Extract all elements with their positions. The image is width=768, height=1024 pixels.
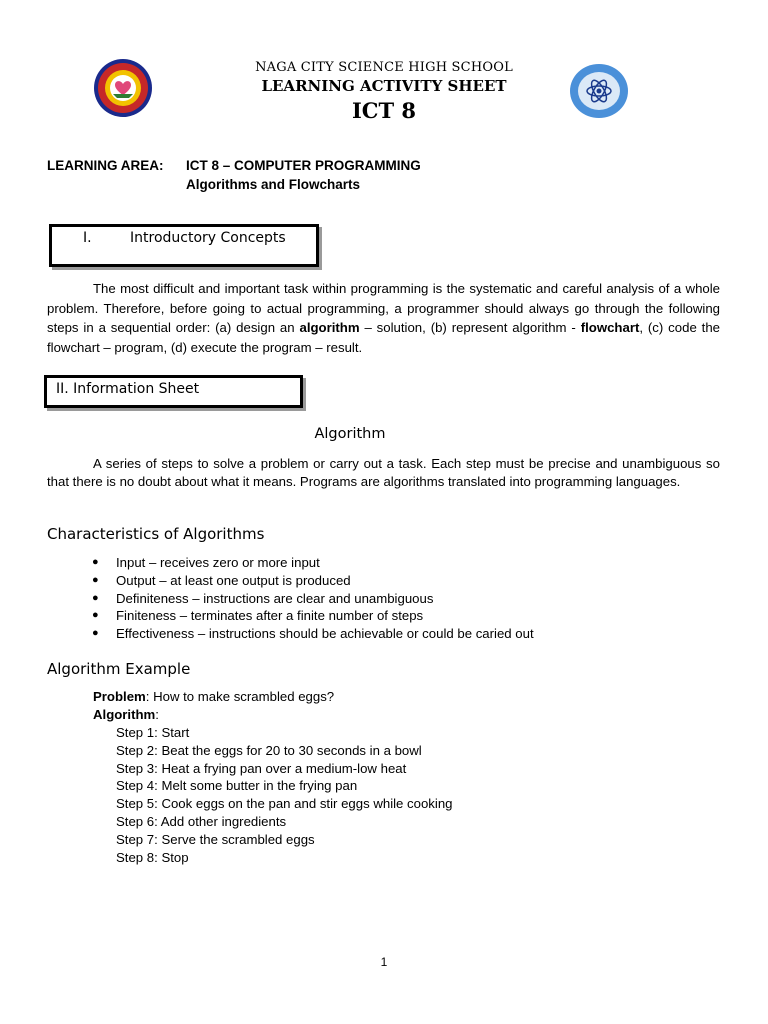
intro-paragraph [47, 279, 720, 357]
learning-area-course: ICT 8 – COMPUTER PROGRAMMING [186, 158, 421, 173]
intro-text-part1: The most difficult and important task within programming is the systematic and careful analysis of a whole problem. Therefore, before going to actual programming, a programmer should always go through the following steps in a sequential order: (a) design an [47, 281, 720, 335]
keyword-algorithm: algorithm [299, 320, 360, 335]
bullet-icon: ● [92, 627, 99, 640]
learning-area-label: LEARNING AREA: [47, 158, 164, 173]
problem-label: Problem [93, 689, 146, 704]
section-1-title: Introductory Concepts [130, 230, 286, 246]
algorithm-example-heading: Algorithm Example [47, 660, 191, 678]
bullet-icon: ● [92, 609, 99, 622]
list-item: Step 8: Stop [116, 849, 189, 865]
problem-text: : How to make scrambled eggs? [145, 689, 335, 704]
list-item: Step 5: Cook eggs on the pan and stir eggs while cooking [116, 796, 453, 812]
list-item: ● Effectiveness – instructions should be achievable or could be caried out [92, 626, 534, 642]
list-item: Step 4: Melt some butter in the frying pan [116, 778, 358, 794]
page-number: 1 [380, 955, 388, 969]
subject-title: ICT 8 [351, 98, 417, 123]
list-item: Step 6: Add other ingredients [116, 813, 287, 829]
learning-area-topic: Algorithms and Flowcharts [186, 177, 361, 192]
bullet-icon: ● [92, 591, 99, 604]
list-item: ● Definiteness – instructions are clear and unambiguous [92, 590, 434, 606]
characteristics-heading: Characteristics of Algorithms [47, 525, 265, 543]
bullet-icon: ● [92, 556, 99, 568]
list-item: Step 1: Start [116, 725, 190, 740]
list-item: Step 7: Serve the scrambled eggs [116, 831, 315, 847]
list-item: Step 3: Heat a frying pan over a medium-low heat [116, 760, 407, 776]
section-1-number: I. [83, 230, 92, 246]
algorithm-definition-paragraph [47, 455, 720, 490]
intro-text-part3: , (c) code the flowchart – program, (d) execute the program – result. [47, 320, 721, 355]
sheet-title: LEARNING ACTIVITY SHEET [261, 77, 507, 95]
list-item: ● Finiteness – terminates after a finite number of steps [92, 608, 424, 624]
algorithm-definition-text: A series of steps to solve a problem or carry out a task. Each step must be precise and unambiguous so that there is no doubt about what it means. Programs are algorithms translated into programming languages. [47, 456, 720, 489]
list-item: Step 2: Beat the eggs for 20 to 30 seconds in a bowl [116, 742, 422, 758]
bullet-icon: ● [92, 573, 99, 586]
problem-line [93, 689, 334, 704]
characteristics-list [92, 554, 534, 643]
list-item: ● Output – at least one output is produced [92, 572, 351, 588]
algorithm-steps-list [116, 724, 453, 866]
school-name: NAGA CITY SCIENCE HIGH SCHOOL [255, 60, 513, 75]
algorithm-line: Algorithm: [93, 707, 159, 722]
list-item: ● Input – receives zero or more input [92, 555, 320, 570]
intro-text-part2: – solution, (b) represent algorithm - [359, 320, 581, 335]
keyword-flowchart: flowchart [580, 320, 640, 335]
algorithm-heading: Algorithm [314, 426, 386, 442]
section-2-title: II. Information Sheet [56, 381, 200, 397]
algorithm-label: Algorithm [93, 707, 156, 722]
